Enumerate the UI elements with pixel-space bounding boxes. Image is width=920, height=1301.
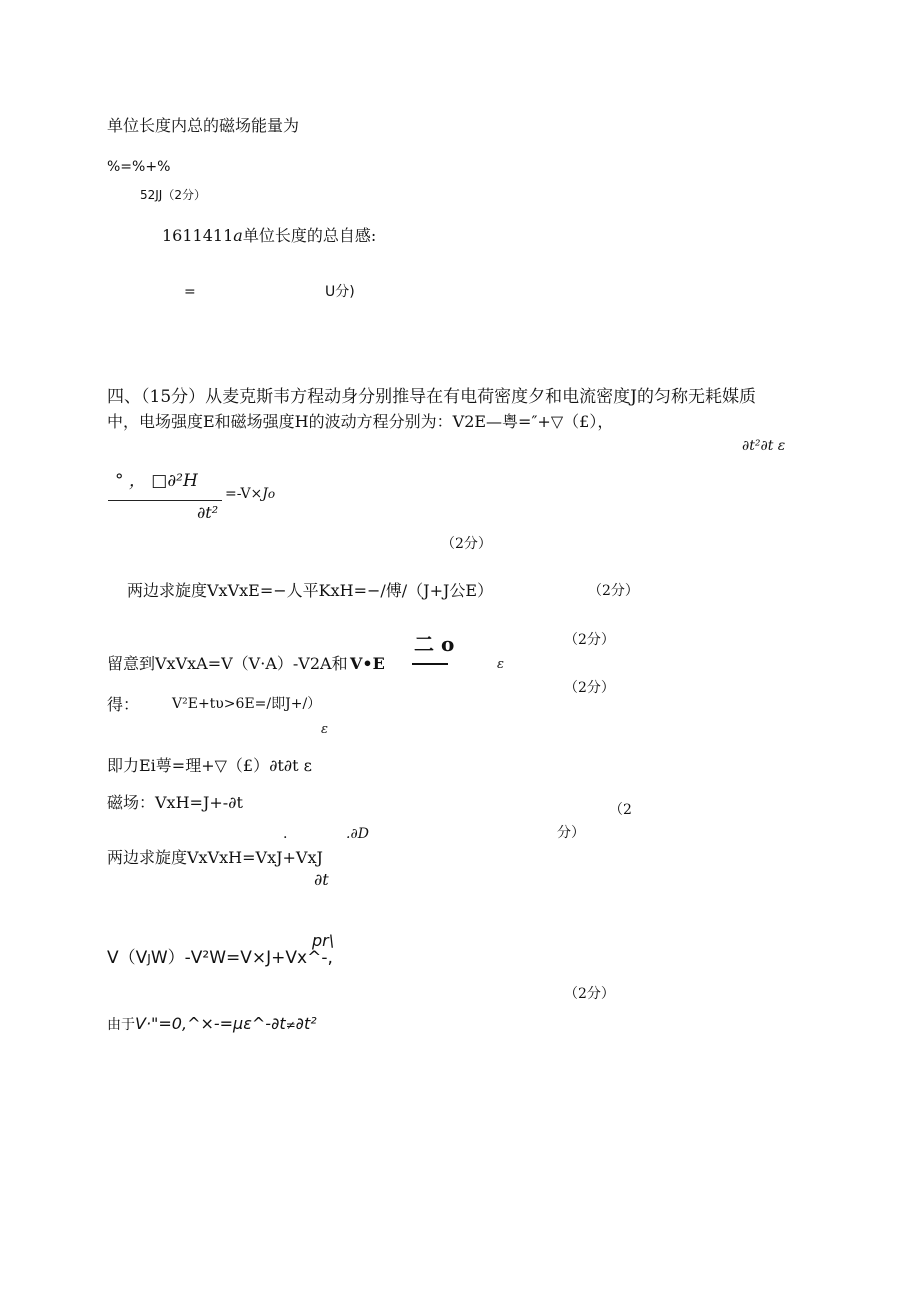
equation2-rhs-op: =-V× [225,486,263,502]
h-wave-part2: W）-V²W=V×J+Vx^-, [150,948,333,968]
h-wave-part1: V（V [107,948,148,968]
score-3: （2分） [564,632,615,648]
final-equation-end: ∂t² [295,1014,317,1033]
inductance-line [162,228,376,244]
e-wave-equation: 即力Ei萼=理+▽（£）∂t∂t ε [107,756,312,775]
score-4: （2分） [564,680,615,696]
result-label: 得： [107,695,140,714]
inductance-number: 1611411 [162,226,234,245]
div-e-fraction-bar [412,663,448,665]
equation2-rhs-sub: o [267,487,276,501]
score-1: （2分） [441,536,492,552]
h-wave-equation [107,950,333,967]
final-equation: V·"=0,^×-=με^-∂t [135,1014,286,1033]
score-2: （2分） [588,583,639,599]
energy-formula: %=%+% [107,159,171,175]
inductance-var: a [233,226,243,245]
curl-e-line: 两边求旋度VxVxE=−人平KxH=−/傅/（J+J公E） [127,581,494,600]
final-prefix: 由于 [107,1017,135,1033]
final-subscript: ≠ [285,1018,296,1032]
result-epsilon: ε [321,722,328,737]
magnetic-field-line: 磁场：VxH=J+-∂t [107,793,243,812]
inductance-equals: = [184,284,196,300]
energy-score: 52JJ（2分） [140,188,206,202]
result-equation: V²E+tυ>6E=/即J+/） [172,696,322,712]
score-6: （2分） [564,986,615,1002]
dot-mark: . [283,826,288,842]
partial-d: .∂D [346,826,369,842]
h-wave-subscript: J [147,952,151,966]
equation2-numerator: ° ， □∂²H [115,471,198,491]
equation2-rhs [225,487,275,501]
curl-h-partial-t: ∂t [314,870,329,889]
div-e-term: V•E [350,654,385,673]
equation2-fraction-bar [108,500,222,501]
inductance-label: 单位长度的总自感: [242,226,377,245]
div-e-value: 二 o [414,632,455,656]
curl-h-line: 两边求旋度VxVxH=VxJ+VxJ [107,848,323,867]
div-e-epsilon: ε [497,657,504,672]
energy-heading: 单位长度内总的磁场能量为 [107,116,300,135]
problem4-statement-line1: 四、（15分）从麦克斯韦方程动身分别推导在有电荷密度夕和电流密度J的匀称无耗媒质 [107,387,756,407]
score-5-bottom: 分） [557,825,585,841]
score-5-top: （2 [609,802,632,818]
equation2-denominator: ∂t² [197,503,219,522]
vector-identity-line: 留意到VxVxA=V（V·A）-V2A和 [107,654,348,673]
problem4-statement-line2: 中，电场强度E和磁场强度H的波动方程分别为：V2E—粤=″+▽（£）， [107,412,614,431]
h-wave-superscript: pr\ [312,931,335,950]
equation1-denominator: ∂t²∂t ε [742,438,786,454]
equation2-rhs-j: J [262,486,268,502]
final-line [107,1016,317,1032]
inductance-score: U分) [325,284,355,300]
